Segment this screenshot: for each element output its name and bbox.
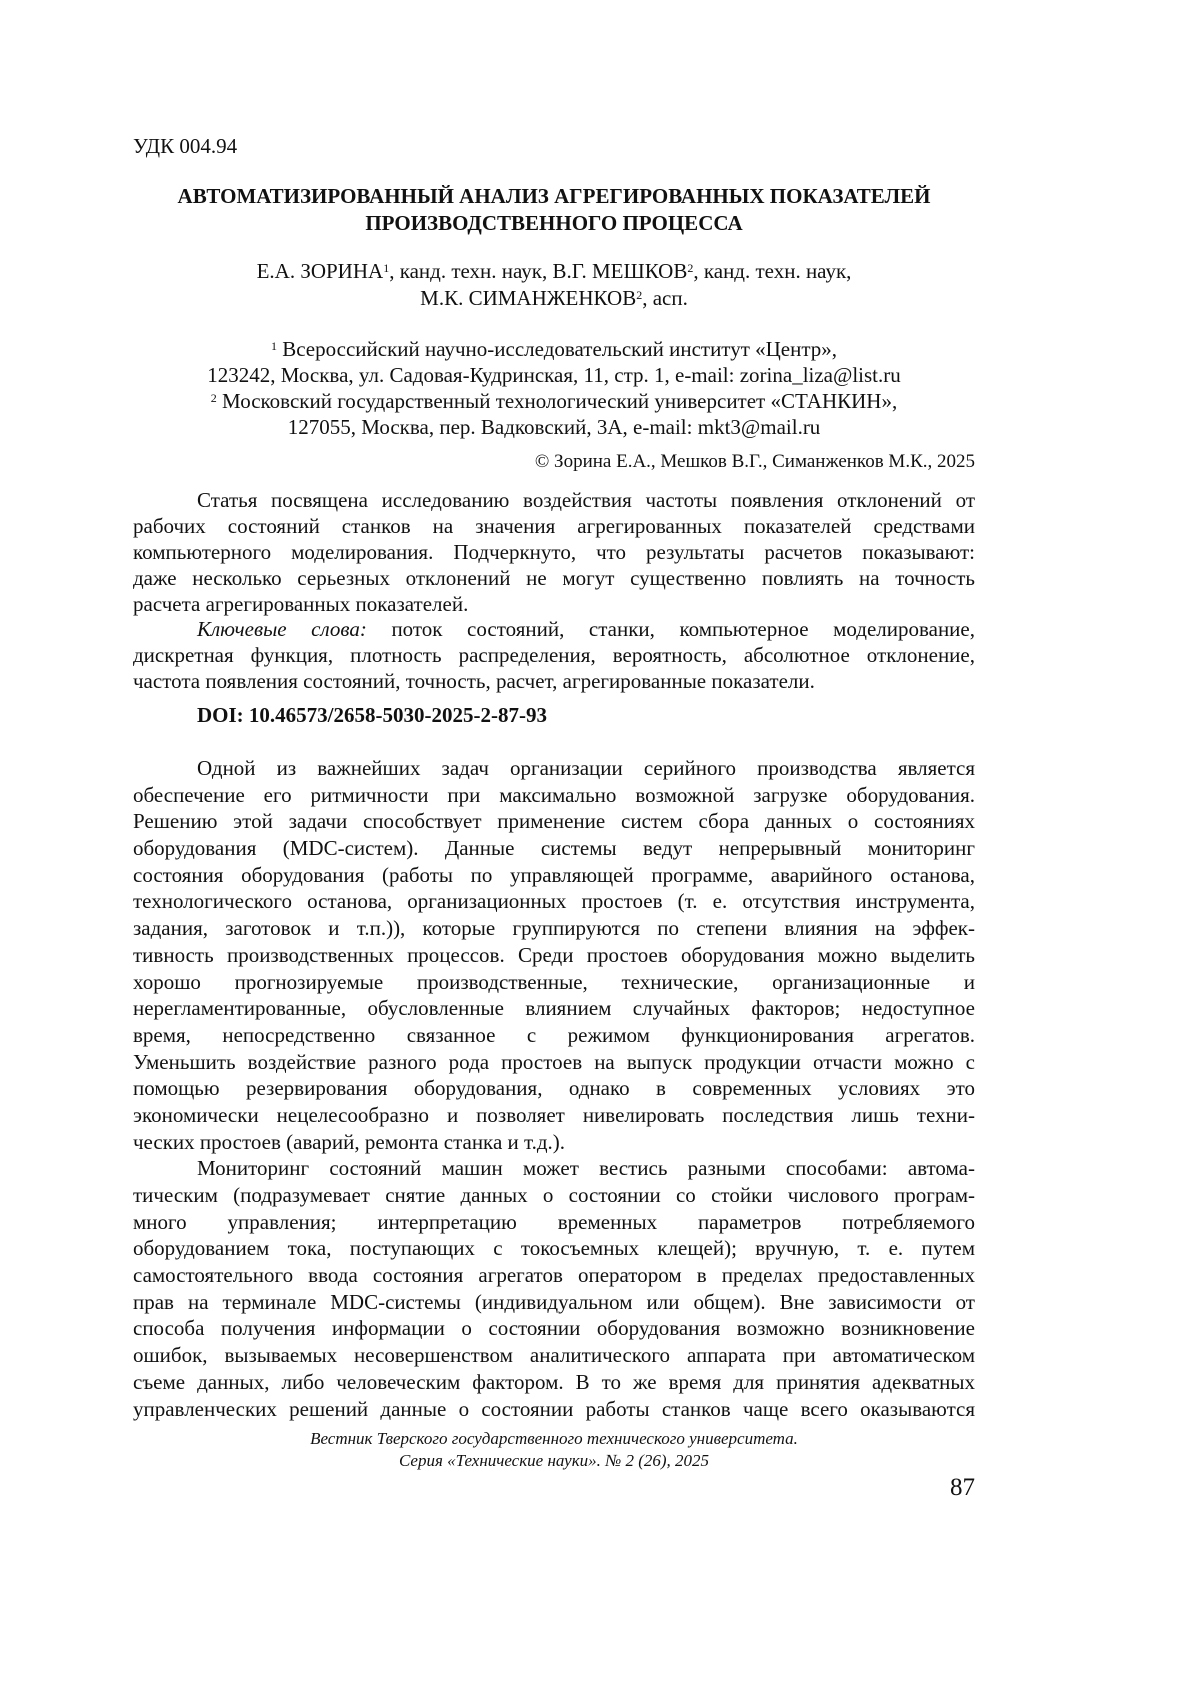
text-line: расчета агрегированных показателей. [133, 592, 469, 616]
text-line: состояния оборудования (работы по управляющей программе, аварийного останова, [133, 862, 975, 887]
title-line: АВТОМАТИЗИРОВАННЫЙ АНАЛИЗ АГРЕГИРОВАННЫХ ПОКАЗАТЕЛЕЙ [177, 184, 931, 208]
affiliation-mark: 1 [383, 261, 390, 275]
text-line: способа получения информации о состоянии оборудования возможно возникновение [133, 1316, 975, 1341]
text-line: Одной из важнейших задач организации серийного производства является [197, 756, 975, 780]
doi: DOI: 10.46573/2658-5030-2025-2-87-93 [197, 703, 547, 727]
text-line: оборудования (MDC-систем). Данные системы ведут непрерывный мониторинг [133, 836, 975, 861]
text-line: обеспечение его ритмичности при максимально возможной загрузке оборудования. [133, 782, 975, 807]
text-line: много управления; интерпретацию временных параметров потребляемого [133, 1209, 975, 1234]
footer-line: Вестник Тверского государственного технического университета. [310, 1429, 798, 1448]
text-line: хорошо прогнозируемые производственные, технические, организационные и [133, 969, 975, 994]
authors-line [133, 285, 975, 312]
text-line: Статья посвящена исследованию воздействия частоты появления отклонений от [197, 488, 975, 512]
text-line: управленческих решений данные о состоянии работы станков чаще всего оказываются [133, 1396, 975, 1421]
udk-code: УДК 004.94 [133, 134, 238, 158]
text-line: время, непосредственно связанное с режимом функционирования агрегатов. [133, 1022, 975, 1047]
text-line: оборудованием тока, поступающих с токосъемных клещей); вручную, т. е. путем [133, 1236, 975, 1261]
text-line: рабочих состояний станков на значения агрегированных показателей средствами [133, 514, 975, 538]
text-line: съеме данных, либо человеческим фактором. В то же время для принятия адекватных [133, 1369, 975, 1394]
text-line: даже несколько серьезных отклонений не могут существенно повлиять на точность [133, 566, 975, 590]
affiliation-address: 123242, Москва, ул. Садовая-Кудринская, 11, стр. 1, e-mail: zorina_liza@list.ru [207, 363, 901, 387]
org-name: Московский государственный технологический университет «СТАНКИН», [216, 389, 898, 413]
keywords-line: дискретная функция, плотность распределения, вероятность, абсолютное отклонение, [133, 643, 975, 667]
authors-line [133, 258, 975, 285]
copyright: © Зорина Е.А., Мешков В.Г., Симанженков М.К., 2025 [534, 451, 975, 472]
text-line: Уменьшить воздействие разного рода простоев на выпуск продукции отчасти можно с [133, 1049, 975, 1074]
keywords [133, 616, 975, 694]
affiliation-org [133, 336, 975, 362]
text-line: помощью резервирования оборудования, однако в современных условиях это [133, 1076, 975, 1101]
text-line: тическим (подразумевает снятие данных о состоянии со стойки числового програм- [133, 1183, 975, 1207]
text-line: ошибок, вызываемых несовершенством аналитического аппарата при автоматическом [133, 1343, 975, 1368]
affiliation-mark: 2 [210, 391, 217, 405]
keywords-text: поток состояний, станки, компьютерное моделирование, [366, 617, 975, 641]
text-line: прав на терминале MDC-системы (индивидуальном или общем). Вне зависимости от [133, 1289, 975, 1314]
author-name: В.Г. МЕШКОВ [552, 259, 688, 283]
text-line: компьютерного моделирования. Подчеркнуто, что результаты расчетов показывают: [133, 540, 975, 564]
authors [133, 258, 975, 312]
text-line: тивность производственных процессов. Среди простоев оборудования можно выделить [133, 942, 975, 967]
body-text [133, 755, 975, 1422]
article-title [133, 183, 975, 237]
abstract [133, 487, 975, 617]
keywords-line: частота появления состояний, точность, расчет, агрегированные показатели. [133, 669, 815, 693]
page-number: 87 [950, 1474, 975, 1501]
text-line: ческих простоев (аварий, ремонта станка и т.д.). [133, 1129, 566, 1154]
affiliations [133, 336, 975, 440]
text-line: технологического останова, организационных простоев (т. е. отсутствия инструмента, [133, 889, 975, 914]
title-line: ПРОИЗВОДСТВЕННОГО ПРОЦЕССА [365, 211, 743, 235]
keywords-label: Ключевые слова: [197, 617, 367, 641]
author-degree: , асп. [642, 286, 688, 310]
affiliation-mark: 2 [636, 288, 643, 302]
text-line: нерегламентированные, обусловленные влиянием случайных факторов; недоступное [133, 996, 975, 1021]
author-name: М.К. СИМАНЖЕНКОВ [420, 286, 637, 310]
affiliation-mark: 2 [687, 261, 694, 275]
journal-footer [133, 1428, 975, 1472]
text-line: самостоятельного ввода состояния агрегатов оператором в пределах предоставленных [133, 1263, 975, 1288]
affiliation-mark: 1 [270, 339, 277, 353]
footer-line: Серия «Технические науки». № 2 (26), 2025 [398, 1451, 710, 1470]
author-degree: , канд. техн. наук, [693, 259, 852, 283]
author-degree: , канд. техн. наук, [389, 259, 553, 283]
affiliation-org [133, 388, 975, 414]
text-line: задания, заготовок и т.п.)), которые группируются по степени влияния на эффек- [133, 916, 975, 941]
author-name: Е.А. ЗОРИНА [256, 259, 384, 283]
keywords-line [133, 616, 975, 642]
text-line: экономически нецелесообразно и позволяет нивелировать последствия лишь техни- [133, 1102, 975, 1127]
affiliation-address: 127055, Москва, пер. Вадковский, 3А, e-mail: mkt3@mail.ru [287, 415, 821, 439]
org-name: Всероссийский научно-исследовательский институт «Центр», [276, 337, 838, 361]
text-line: Мониторинг состояний машин может вестись разными способами: автома- [197, 1156, 975, 1181]
text-line: Решению этой задачи способствует применение систем сбора данных о состояниях [133, 809, 975, 834]
